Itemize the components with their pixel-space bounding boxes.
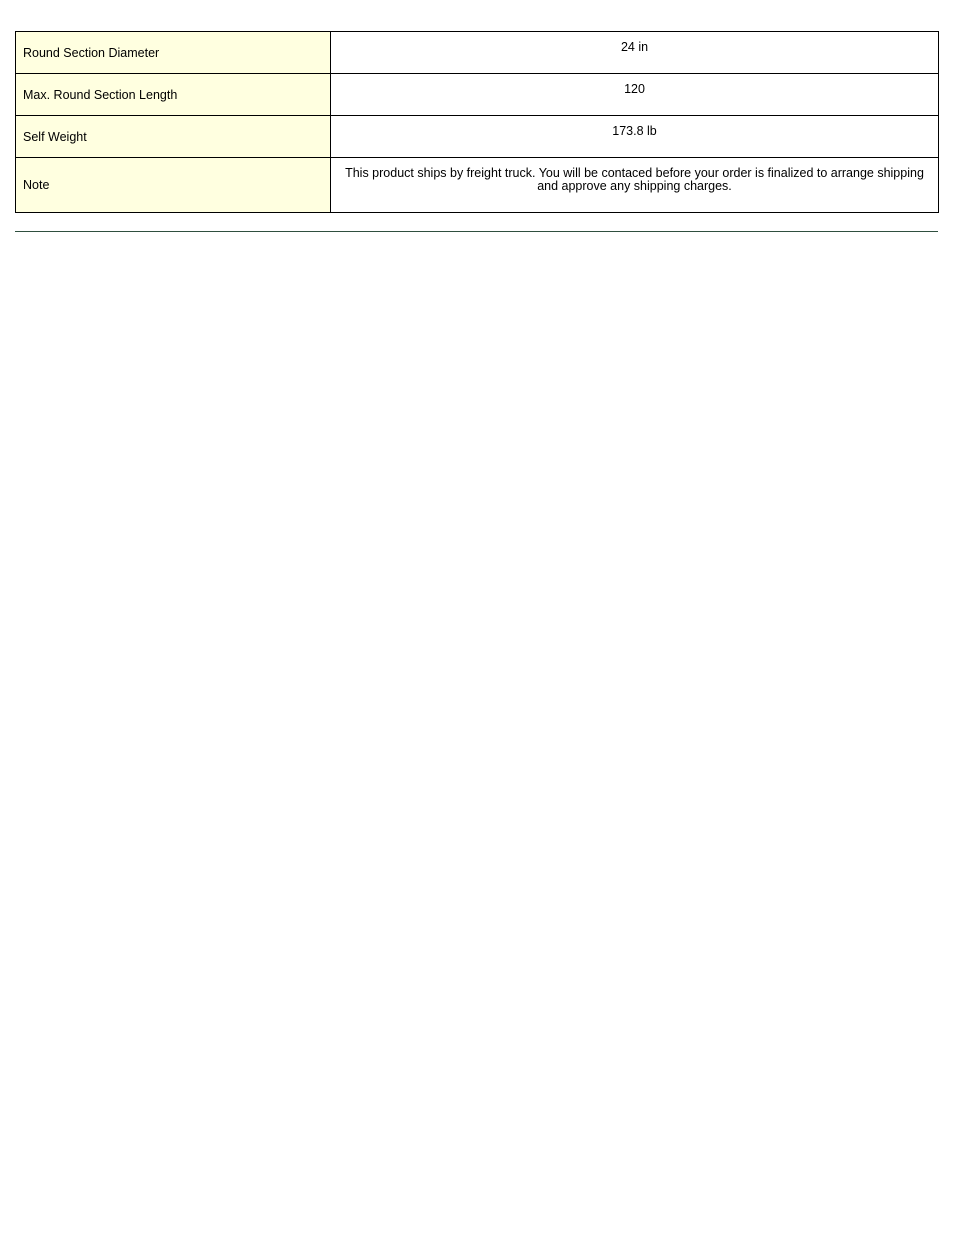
spec-label-cell [16, 74, 331, 116]
spec-value-cell [331, 74, 939, 116]
spec-value: 173.8 lb [612, 124, 657, 138]
spec-value: 24 in [620, 40, 649, 54]
horizontal-divider [15, 231, 938, 232]
spec-row-note [16, 158, 939, 213]
spec-row-round-section-diameter [16, 32, 939, 74]
spec-label: Note [23, 178, 50, 192]
spec-label: Self Weight [23, 129, 87, 144]
spec-label: Max. Round Section Length [23, 87, 178, 102]
spec-value-cell [331, 32, 939, 74]
spec-label: Round Section Diameter [23, 45, 160, 60]
spec-row-self-weight [16, 116, 939, 158]
spec-value-cell [331, 116, 939, 158]
shipping-note-text: This product ships by freight truck. You will be contaced before your order is finalized to arrange shipping and approve any shipping charges. [345, 166, 924, 193]
spec-label-cell [16, 32, 331, 74]
spec-label-cell [16, 158, 331, 213]
spec-label-cell [16, 116, 331, 158]
spec-value-cell [331, 158, 939, 213]
spec-row-max-round-section-length [16, 74, 939, 116]
spec-value: 120 [624, 82, 645, 96]
specifications-table [15, 31, 939, 213]
